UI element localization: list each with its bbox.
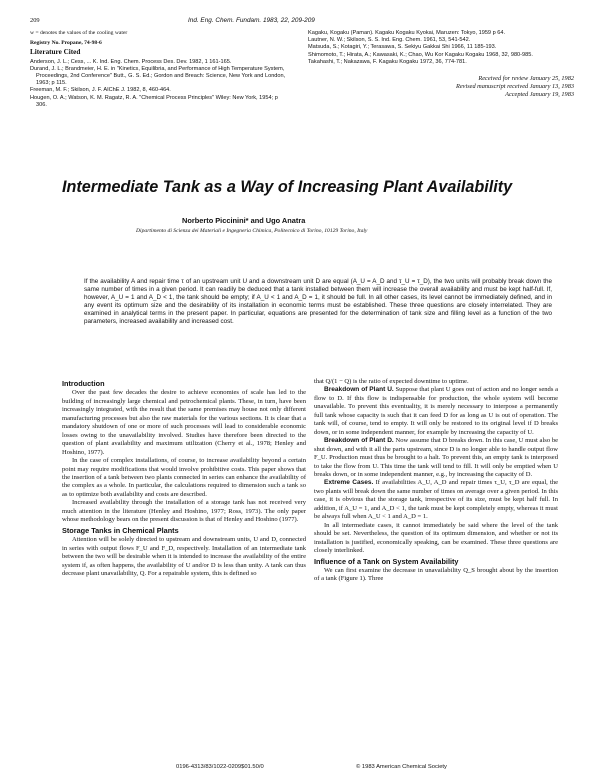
affiliation: Dipartimento di Scienza dei Materiali e Ingegneria Chimica, Politecnico di Torino, 10129 Torino, Italy: [136, 228, 368, 234]
paragraph: Increased availability through the installation of a storage tank has not received very much attention in the literature (Henley and Hoshino, 1977; Ross, 1973). The only paper whose methodology bears on the present discussion is that of Henley and Hoshino (1977).: [62, 499, 306, 524]
section-heading-influence: Influence of a Tank on System Availability: [314, 556, 459, 566]
run-in-heading-extreme-cases: Extreme Cases.: [324, 479, 374, 487]
left-column: [62, 378, 306, 578]
review-dates: [308, 75, 574, 99]
paragraph-breakdown-d: [314, 437, 558, 479]
paragraph: Attention will be solely directed to upstream and downstream units, U and D, connected in series with output flows F_U and F_D, respectively. Installation of an intermediate tank between the two will be desirable when it is intended to increase the availability of the entire system if, as often happens, the availability of U and/or D is less than unity. A tank can thus decrease plant unavailability, Q. For a repairable system, this is defined so: [62, 536, 306, 577]
reference: Freeman, M. F.; Skilson, J. F. AIChE J. 1982, 8, 460-464.: [30, 87, 171, 94]
paragraph-text: If availabilities A_U, A_D and repair times τ_U, τ_D are equal, the two plants will break down the same number of times on average over a given period. In this case, it is obvious that the storage tank, irrespective of its size, must be kept half full. In addition, if A_U = 1, and A_D < 1, the tank must be kept completely empty, whereas it must be always full when A_U < 1 and A_D = 1.: [314, 479, 559, 521]
received-date: Received for review January 25, 1982: [478, 75, 574, 83]
authors: Norberto Piccinini* and Ugo Anatra: [182, 216, 306, 225]
page-number: 209: [30, 17, 40, 24]
paragraph: We can first examine the decrease in unavailability Q_S brought about by the insertion of a tank (Figure 1). Three: [314, 566, 558, 583]
nomenclature-line: w = denotes the values of the cooling water: [30, 30, 128, 36]
abstract: If the availability A and repair time τ of an upstream unit U and a downstream unit D are equal (A_U = A_D and τ_U = τ_D), the two units will probably break down the same number of times in a given period. It can readily be deduced that a tank installed between them will increase the overall availability and must be kept half-full. If, however, A_U = 1 and A_D < 1, the tank should be empty; if A_U < 1 and A_D = 1, it should be full. In all other cases, its level cannot be immediately defined, and in any event its optimum size and the desirability of its installation in economic terms must be established. These three questions are closely interrelated. They are examined in analytical terms in the present paper. In particular, equations are presented for the determination of tank size and filling level as a function of the two parameters, increased availability and increased cost.: [84, 278, 552, 325]
revised-date: Revised manuscript received January 13, 1983: [456, 83, 574, 91]
reference: Takahashi, T.; Nakazawa, F. Kagaku Kogaku 1972, 36, 774-781.: [308, 58, 467, 65]
paragraph: In the case of complex installations, of course, to increase availability beyond a certain point may require modifications that would involve prohibitive costs. This paper shows that the insertion of a tank between two plants connected in series can enhance the availability of the complex as a whole. In particular, the calculations required to dimension such a tank so as to optimize both availability and costs are described.: [62, 457, 306, 498]
reference-list-right: [308, 30, 574, 66]
paragraph-text: Suppose that plant U goes out of action and no longer sends a flow to D. If this flow is indispensable for production, the whole system will become unavailable. To prevent this eventuality, it is merely necessary to interpose a permanently full tank whose capacity is such that it can feed D for as long as U is out of operation. The tank will, of course, tend to empty. It will only be restored to its original level if D breaks down, or in some independent manner, for example by increasing the capacity of U.: [314, 386, 558, 436]
top-left-block: [30, 30, 288, 109]
article-title: Intermediate Tank as a Way of Increasing Plant Availability: [62, 178, 513, 196]
run-in-heading-breakdown-u: Breakdown of Plant U.: [324, 386, 394, 394]
section-heading-storage-tanks: Storage Tanks in Chemical Plants: [62, 525, 179, 535]
registry-line: Registry No. Propane, 74-98-6: [30, 40, 102, 47]
paragraph-text: Now assume that D breaks down. In this case, U must also be shut down, and with it all the parts upstream, since D is no longer able to handle output flow F_U. Production must thus be brought to a halt. To prevent this, an empty tank is interposed to take the flow from U. This time the tank will tend to fill. It will only be emptied when U breaks down, or in some independent manner, e.g., by increasing the capacity of D.: [314, 437, 558, 478]
top-right-block: [308, 30, 574, 99]
reference: Durand, J. L.; Brandmeier, H. E. in "Kinetics, Equilibria, and Performance of High Temperature System, Proceedings, 2nd Conference" Butt., G. S. Ed.; Gordon and Breach: Science, New York and London, 1963; p 115.: [30, 65, 286, 87]
running-header: Ind. Eng. Chem. Fundam. 1983, 22, 209-209: [188, 17, 315, 24]
paragraph: that Q/(1 − Q) is the ratio of expected downtime to uptime.: [314, 378, 469, 385]
reference: Matsuda, S.; Kotagiri, Y.; Terasawa, S. Sekiyu Gakkai Shi 1966, 11 185-193.: [308, 44, 497, 51]
section-heading-introduction: Introduction: [62, 379, 105, 388]
paragraph: In all intermediate cases, it cannot immediately be said where the level of the tank should be set. Nevertheless, the question of its optimum dimension, and whether or not its installation is justified, economically speaking, can be examined. These three questions are closely interlinked.: [314, 521, 558, 555]
footer-copyright: © 1983 American Chemical Society: [356, 764, 447, 770]
reference: Hougen, O. A.; Watson, K. M. Ragatz, R. A. "Chemical Process Principles" Wiley: New York, 1954; p 306.: [30, 94, 278, 108]
reference: Shimomoto, T.; Hirata, A.; Kawasaki, K.; Chao, Wu Kor Kagaku Kogaku 1968, 32, 980-985.: [308, 51, 533, 58]
reference: Lautner, N. W.; Skilson, S. S. Ind. Eng. Chem. 1961, 53, 541-542.: [308, 37, 471, 44]
paragraph-extreme-cases: [314, 479, 558, 521]
accepted-date: Accepted January 19, 1983: [505, 91, 574, 99]
right-column: [314, 378, 558, 584]
paragraph: Over the past few decades the desire to achieve economies of scale has led to the building of increasingly large chemical and petrochemical plants. These, in turn, have been increasingly integrated, with the result that the same premises may house not only different manufacturing processes but also the raw materials for the various sections. It is clear that a mandatory shutdown of one or more of such processes will lead to considerable economic losses owing to the unavailability involved. Studies have therefore been directed to the question of plant availability and maximum utilization (Cherry et al., 1978; Henley and Hoshino, 1977).: [62, 389, 306, 456]
paragraph-breakdown-u: [314, 386, 558, 437]
literature-cited-heading: Literature Cited: [30, 48, 81, 57]
footer-issn: 0196-4313/83/1022-0209$01.50/0: [176, 764, 264, 770]
run-in-heading-breakdown-d: Breakdown of Plant D.: [324, 437, 394, 445]
reference: Anderson, J. L.; Cess, ... K. Ind. Eng. Chem. Process Des. Dev. 1982, 1 161-165.: [30, 58, 232, 65]
reference: Kagaku, Kogaku (Paman). Kagaku Kogaku Kyokai, Maruzen: Tokyo, 1959 p 64.: [308, 30, 506, 36]
reference-list-left: [30, 59, 288, 109]
